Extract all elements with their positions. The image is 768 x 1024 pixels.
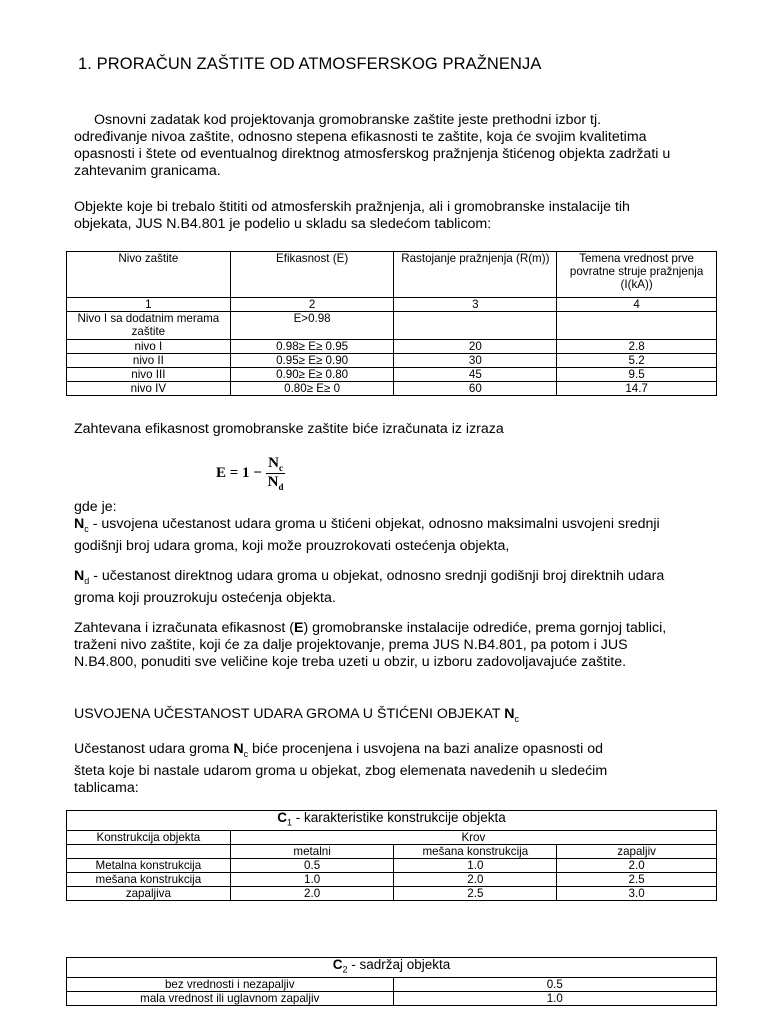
table-cell: nivo I: [67, 340, 231, 354]
caption-symbol: C: [277, 810, 287, 825]
table-cell: 60: [394, 382, 557, 396]
table-row: [67, 312, 717, 340]
table-cell: 5.2: [557, 354, 717, 368]
table-cell: E>0.98: [230, 312, 394, 340]
text-line: - usvojena učestanost udara groma u štićeni objekat, odnosno maksimalni usvojeni srednji: [88, 516, 660, 532]
table-cell: bez vrednosti i nezapaljiv: [67, 977, 394, 991]
intro-paragraph-2: [74, 199, 630, 233]
table-caption-row: [67, 958, 717, 978]
caption-symbol: C: [332, 957, 343, 972]
table-cell: 1.0: [394, 858, 557, 872]
formula-numerator-sub: c: [278, 463, 283, 473]
table-row: [67, 340, 717, 354]
table-row: [67, 298, 717, 312]
table-cell: mešana konstrukcija: [67, 872, 231, 886]
text-line: groma koji prouzrokuju ostećenja objekta.: [74, 589, 336, 606]
nc-definition: [74, 516, 660, 538]
header-cell: [67, 844, 231, 858]
table-cell: 9.5: [557, 368, 717, 382]
formula-lhs: E = 1 −: [216, 464, 262, 481]
nc-symbol: N: [233, 741, 244, 757]
nd-subscript: d: [84, 575, 90, 586]
text-span: Učestanost udara groma: [74, 741, 234, 757]
table-cell: zapaljiva: [67, 886, 231, 900]
nc-subscript: c: [243, 748, 249, 759]
text-line: tablicama:: [74, 779, 139, 796]
header-cell: Konstrukcija objekta: [67, 830, 231, 844]
formula-fraction: [266, 455, 286, 492]
nd-definition: [74, 568, 664, 590]
table-row: [67, 382, 717, 396]
table-cell: nivo IV: [67, 382, 231, 396]
e-symbol: E: [294, 620, 304, 636]
table-row: [67, 991, 717, 1005]
text-line: godišnji broj udara groma, koji može prouzrokovati ostećenja objekta,: [74, 537, 510, 554]
table-cell: 2.8: [557, 340, 717, 354]
text-span: ) gromobranske instalacije odrediće, prema gornjoj tablici,: [303, 620, 667, 636]
page-heading: 1. PRORAČUN ZAŠTITE OD ATMOSFERSKOG PRAŽNENJA: [78, 55, 542, 73]
table-cell: 4: [557, 298, 717, 312]
table-cell: 0.90≥ E≥ 0.80: [230, 368, 394, 382]
text-span: Zahtevana i izračunata efikasnost (: [74, 620, 295, 636]
text-line: šteta koje bi nastale udarom groma u objekat, zbog elemenata navedenih u sledećim: [74, 762, 608, 779]
text-line: Osnovni zadatak kod projektovanja gromobranske zaštite jeste prethodni izbor tj.: [94, 112, 602, 128]
table-cell: 0.95≥ E≥ 0.90: [230, 354, 394, 368]
header-cell: metalni: [230, 844, 394, 858]
formula-denominator: N: [267, 474, 279, 490]
header-cell: mešana konstrukcija: [394, 844, 557, 858]
text-line: objekata, JUS N.B4.801 je podelio u skladu sa sledećom tablicom:: [74, 216, 492, 232]
formula-numerator: N: [268, 455, 279, 471]
caption-text: - karakteristike konstrukcije objekta: [291, 810, 506, 825]
protection-level-table: [66, 251, 717, 396]
table-row: [67, 977, 717, 991]
text-span: biće procenjena i usvojena na bazi analize opasnosti od: [248, 741, 603, 757]
table-row: [67, 872, 717, 886]
table-cell: 1.0: [230, 872, 394, 886]
text-line: - učestanost direktnog udara groma u objekat, odnosno srednji godišnji broj direktnih udara: [89, 568, 665, 584]
nd-definition-block: [74, 568, 664, 607]
table-cell: 0.80≥ E≥ 0: [230, 382, 394, 396]
table-cell: 1: [67, 298, 231, 312]
header-cell: Rastojanje pražnjenja (R(m)): [394, 252, 557, 298]
table-cell: 20: [394, 340, 557, 354]
section-subscript: c: [514, 713, 519, 724]
text-line: [74, 741, 607, 763]
table-cell: 2.0: [557, 858, 717, 872]
nc-symbol: N: [74, 516, 85, 532]
intro-paragraph-1: [74, 112, 670, 180]
table-cell: 1.0: [393, 991, 716, 1005]
text-line: određivanje nivoa zaštite, odnosno stepena efikasnosti te zaštite, koja će svojim kvalitetima: [74, 129, 647, 145]
table-caption-row: [67, 811, 717, 831]
definitions: [74, 499, 660, 555]
text-line: [74, 620, 666, 637]
table-cell: Metalna konstrukcija: [67, 858, 231, 872]
efficiency-formula: [216, 455, 285, 492]
section-title-text: USVOJENA UČESTANOST UDARA GROMA U ŠTIĆENI OBJEKAT: [74, 706, 505, 722]
formula-denominator-sub: d: [278, 482, 284, 492]
table-cell: 30: [394, 354, 557, 368]
table-cell: nivo II: [67, 354, 231, 368]
table-header-row: [67, 252, 717, 298]
header-cell: Temena vrednost prve povratne struje pražnjenja (I(kA)): [557, 252, 717, 298]
table-cell: 3.0: [557, 886, 717, 900]
nc-subscript: c: [84, 523, 89, 534]
text-line: traženi nivo zaštite, koji će za dalje projektovanje, prema JUS N.B4.801, pa potom i JUS: [74, 637, 628, 653]
caption-subscript: 1: [286, 817, 292, 828]
caption-text: - sadržaj objekta: [347, 957, 451, 972]
table-cell: 2.5: [394, 886, 557, 900]
text-line: gde je:: [74, 499, 117, 515]
table-cell: Nivo I sa dodatnim merama zaštite: [67, 312, 231, 340]
header-cell: zapaljiv: [557, 844, 717, 858]
text-line: opasnosti i štete od eventualnog direktnog atmosferskog pražnjenja štićenog objekta zadržati u: [74, 146, 671, 162]
table-cell: 2: [230, 298, 394, 312]
construction-table: [66, 810, 717, 901]
section-title: [74, 706, 519, 728]
table-cell: 14.7: [557, 382, 717, 396]
table-cell: 0.98≥ E≥ 0.95: [230, 340, 394, 354]
text-line: Objekte koje bi trebalo štititi od atmosferskih pražnjenja, ali i gromobranske instalacije tih: [74, 199, 630, 215]
table-cell: 2.0: [230, 886, 394, 900]
table-cell: mala vrednost ili uglavnom zapaljiv: [67, 991, 394, 1005]
table-cell: 3: [394, 298, 557, 312]
table-cell: nivo III: [67, 368, 231, 382]
table-cell: 2.0: [394, 872, 557, 886]
nd-symbol: N: [74, 568, 85, 584]
formula-intro: Zahtevana efikasnost gromobranske zaštite biće izračunata iz izraza: [74, 421, 504, 437]
table-caption: [67, 811, 717, 831]
header-cell: Efikasnost (E): [230, 252, 394, 298]
table-cell: 0.5: [393, 977, 716, 991]
table-header-row: [67, 830, 717, 844]
paragraph-4: [74, 741, 607, 797]
table-cell: 45: [394, 368, 557, 382]
table-row: [67, 886, 717, 900]
content-table: [66, 957, 717, 1006]
table-subheader-row: [67, 844, 717, 858]
paragraph-3: [74, 620, 666, 671]
table-row: [67, 368, 717, 382]
table-cell: 0.5: [230, 858, 394, 872]
table-cell: [557, 312, 717, 340]
header-cell: Nivo zaštite: [67, 252, 231, 298]
text-line: N.B4.800, ponuditi sve veličine koje treba uzeti u obzir, u izboru zadovoljavajuće zaštite.: [74, 654, 627, 670]
table-cell: 2.5: [557, 872, 717, 886]
caption-subscript: 2: [342, 964, 348, 975]
table-row: [67, 858, 717, 872]
text-line: zahtevanim granicama.: [74, 163, 221, 179]
table-caption: [67, 958, 717, 978]
table-cell: [394, 312, 557, 340]
section-symbol: N: [504, 706, 515, 722]
table-row: [67, 354, 717, 368]
header-cell: Krov: [230, 830, 716, 844]
